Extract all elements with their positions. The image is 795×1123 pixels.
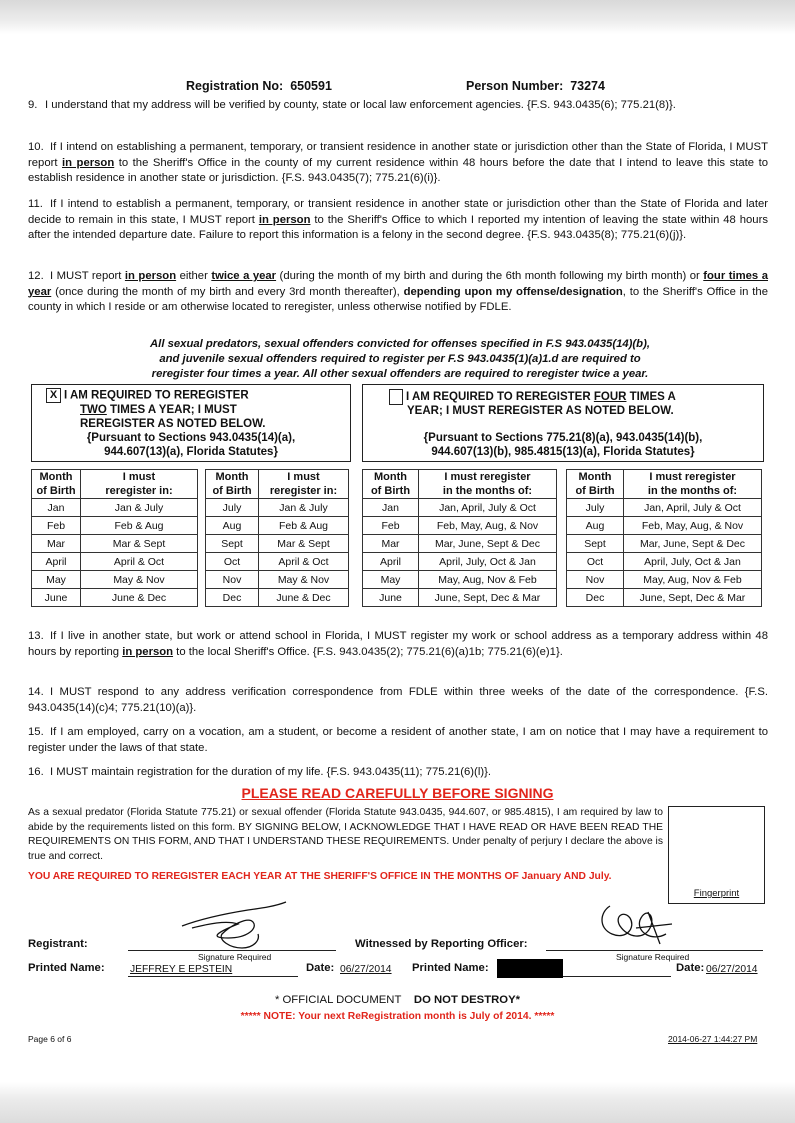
birth-month-cell: Aug [567,517,624,535]
birth-month-cell: Jan [363,499,419,517]
table-row [32,499,198,517]
printed-name-line-2 [563,976,671,977]
birth-month-cell: Oct [206,553,259,571]
birth-month-cell: Feb [32,517,81,535]
reregister-months-cell: Jan, April, July & Oct [419,499,557,517]
item-12: 12. I MUST report in person either twice a year (during the month of my birth and during the 6th month following my birth month) or four times a year (once during the month of my birth and every 3rd month thereafter), depending upon my offense/designation, to the Sheriff's Office in the county in which I reside or am otherwise located to reregister, unless otherwise notified by FDLE. [28,270,768,313]
table-row [32,589,198,607]
reregister-months-cell: June, Sept, Dec & Mar [419,589,557,607]
four-table-left: Month of Birth I must reregister in the months of: Jan Jan, April, July & Oct Feb Feb, May, Aug, & Nov Mar Mar, June, Sept & Dec April April, July, Oct & Jan May May, Aug, Nov & Feb June June, Sept, Dec & Mar [362,469,557,607]
reregister-months-cell: May & Nov [259,571,349,589]
item-16: 16. I MUST maintain registration for the duration of my life. {F.S. 943.0435(11); 775.21(6)(l)}. [28,766,492,778]
reregister-months-cell: May & Nov [81,571,198,589]
table-row [363,571,557,589]
date-value-1: 06/27/2014 [340,964,392,975]
reregister-months-cell: Feb, May, Aug, & Nov [419,517,557,535]
birth-month-cell: July [206,499,259,517]
four-times-a-year-checkbox[interactable] [389,389,403,405]
reregister-months-cell: Feb, May, Aug, & Nov [624,517,762,535]
please-read-heading: PLEASE READ CAREFULLY BEFORE SIGNING [241,785,554,801]
page-number: Page 6 of 6 [28,1034,72,1044]
birth-month-cell: Nov [567,571,624,589]
table-row [206,553,349,571]
scan-edge-bottom [0,1082,795,1123]
scan-edge-top [0,0,795,34]
date-value-2: 06/27/2014 [706,964,758,975]
birth-month-cell: Jan [32,499,81,517]
birth-month-cell: Feb [363,517,419,535]
reregister-months-cell: Mar, June, Sept & Dec [624,535,762,553]
reregister-months-cell: April & Oct [259,553,349,571]
birth-month-cell: Nov [206,571,259,589]
item-14: 14. I MUST respond to any address verification correspondence from FDLE within three weeks of the date of the correspondence. {F.S. 943.0435(14)(c)4; 775.21(10)(a)}. [28,686,768,714]
redacted-officer-name [497,959,563,978]
birth-month-cell: July [567,499,624,517]
birth-month-cell: Oct [567,553,624,571]
item-15: 15. If I am employed, carry on a vocation, am a student, or become a resident of another state, I am on notice that I may have a requirement to register under the laws of that state. [28,726,768,754]
birth-month-cell: Aug [206,517,259,535]
table-row [206,517,349,535]
table-row [567,499,762,517]
reregister-months-cell: June & Dec [259,589,349,607]
signature-required-2: Signature Required [616,952,690,962]
reregister-months-cell: Jan, April, July & Oct [624,499,762,517]
table-row [206,571,349,589]
official-document-notice: * OFFICIAL DOCUMENT DO NOT DESTROY* [274,994,520,1006]
acknowledgement-text: As a sexual predator (Florida Statute 775.21) or sexual offender (Florida Statute 943.0435, 944.607, or 985.4815), I am required by law to abide by the requirements listed on this form. BY SIGNING BELOW, I ACKNOWLEDGE THAT I HAVE READ OR HAVE BEEN READ THE REQUIREMENTS ON THIS FORM, AND THAT I UNDERSTAND THESE REQUIREMENTS. Under penalty of perjury I declare the above is true and correct. [28,807,663,862]
reregister-months-cell: Feb & Aug [81,517,198,535]
witness-signature [590,898,680,953]
table-row [206,499,349,517]
table-row [363,589,557,607]
table-row [567,517,762,535]
reregistration-notice: All sexual predators, sexual offenders convicted for offenses specified in F.S 943.0435(14)(b), and juvenile sexual offenders required to register per F.S 943.0435(1)(a)1.d are required to reregister four times a year. All other sexual offenders are required to reregister twice a year. [150,338,650,381]
signature-required-1: Signature Required [198,952,272,962]
table-row [567,589,762,607]
next-reregistration-note: ***** NOTE: Your next ReRegistration month is July of 2014. ***** [240,1011,555,1022]
witness-label: Witnessed by Reporting Officer: [355,938,528,950]
print-timestamp: 2014-06-27 1:44:27 PM [668,1034,758,1044]
birth-month-cell: Dec [206,589,259,607]
birth-month-cell: Sept [206,535,259,553]
birth-month-cell: May [363,571,419,589]
table-row [363,553,557,571]
birth-month-cell: Sept [567,535,624,553]
table-row [567,571,762,589]
reregister-months-cell: Mar, June, Sept & Dec [419,535,557,553]
table-row [32,571,198,589]
item-10: 10. If I intend on establishing a permanent, temporary, or transient residence in another state or jurisdiction other than the State of Florida, I MUST report in person to the Sheriff's Office in the county of my current residence within 48 hours before the date that I intend to leave this state to establish residence in another state or jurisdiction. {F.S. 943.0435(7); 775.21(6)(i)}. [28,141,768,184]
birth-month-cell: April [363,553,419,571]
registrant-signature [178,898,288,953]
table-row [567,535,762,553]
item-13: 13. If I live in another state, but work or attend school in Florida, I MUST register my work or school address as a temporary address within 48 hours by reporting in person to the local Sheriff's Office. {F.S. 943.0435(2); 775.21(6)(a)1b; 775.21(6)(e)1}. [28,630,768,658]
reregister-months-cell: Mar & Sept [81,535,198,553]
reregister-months-cell: June & Dec [81,589,198,607]
table-row [32,517,198,535]
reregister-months-cell: April, July, Oct & Jan [624,553,762,571]
birth-month-cell: June [363,589,419,607]
table-row [206,589,349,607]
reregister-months-cell: Jan & July [81,499,198,517]
twice-table-left: Month of Birth I must reregister in: Jan Jan & July Feb Feb & Aug Mar Mar & Sept April April & Oct May May & Nov June June & Dec [31,469,198,607]
printed-name-line-1 [128,976,298,977]
birth-month-cell: Mar [32,535,81,553]
table-row [206,535,349,553]
printed-name-registrant: JEFFREY E EPSTEIN [130,964,233,975]
twice-a-year-checkbox[interactable]: X [46,388,61,403]
reregister-months-cell: Feb & Aug [259,517,349,535]
reregister-months-cell: May, Aug, Nov & Feb [624,571,762,589]
four-times-a-year-box: I AM REQUIRED TO REREGISTER FOUR TIMES A YEAR; I MUST REREGISTER AS NOTED BELOW. {Pursuant to Sections 775.21(8)(a), 943.0435(14)(b), 944.607(13)(b), 985.4815(13)(a), Florida Statutes} [362,384,764,462]
four-table-right: Month of Birth I must reregister in the months of: July Jan, April, July & Oct Aug Feb, May, Aug, & Nov Sept Mar, June, Sept & Dec Oct April, July, Oct & Jan Nov May, Aug, Nov & Feb Dec June, Sept, Dec & Mar [566,469,762,607]
fingerprint-label: Fingerprint [693,888,740,899]
person-number: Person Number: 73274 [466,79,605,93]
birth-month-cell: Dec [567,589,624,607]
reregister-months-notice: YOU ARE REQUIRED TO REREGISTER EACH YEAR AT THE SHERIFF'S OFFICE IN THE MONTHS OF January AND July. [28,871,612,882]
birth-month-cell: April [32,553,81,571]
registrant-label: Registrant: [28,938,88,950]
twice-table-right: Month of Birth I must reregister in: July Jan & July Aug Feb & Aug Sept Mar & Sept Oct April & Oct Nov May & Nov Dec June & Dec [205,469,349,607]
reregister-months-cell: June, Sept, Dec & Mar [624,589,762,607]
date-label-2: Date: [676,962,705,974]
twice-a-year-box: X I AM REQUIRED TO REREGISTER TWO TIMES A YEAR; I MUST REREGISTER AS NOTED BELOW. {Pursuant to Sections 943.0435(14)(a), 944.607(13)(a), Florida Statutes} [31,384,351,462]
date-label-1: Date: [306,962,335,974]
reregister-months-cell: Jan & July [259,499,349,517]
fingerprint-box [668,806,765,904]
reregister-months-cell: May, Aug, Nov & Feb [419,571,557,589]
table-row [363,517,557,535]
birth-month-cell: June [32,589,81,607]
table-row [363,499,557,517]
item-11: 11. If I intend to establish a permanent, temporary, or transient residence in another state or jurisdiction other than the State of Florida and later decide to remain in this state, I MUST report in person to the Sheriff's Office to which I reported my intention of leaving the state within 48 hours after the intended departure date. Failure to report this information is a felony in the second degree. {F.S. 943.0435(8); 775.21(6)(j)}. [28,198,768,241]
table-row [363,535,557,553]
printed-name-label-2: Printed Name: [412,962,489,974]
table-row [32,535,198,553]
registration-number: Registration No: 650591 [186,79,332,93]
printed-name-label-1: Printed Name: [28,962,105,974]
table-row [567,553,762,571]
reregister-months-cell: April & Oct [81,553,198,571]
table-row [32,553,198,571]
item-9: 9. I understand that my address will be verified by county, state or local law enforcement agencies. {F.S. 943.0435(6); 775.21(8)}. [28,99,676,111]
reregister-months-cell: April, July, Oct & Jan [419,553,557,571]
birth-month-cell: Mar [363,535,419,553]
birth-month-cell: May [32,571,81,589]
reregister-months-cell: Mar & Sept [259,535,349,553]
